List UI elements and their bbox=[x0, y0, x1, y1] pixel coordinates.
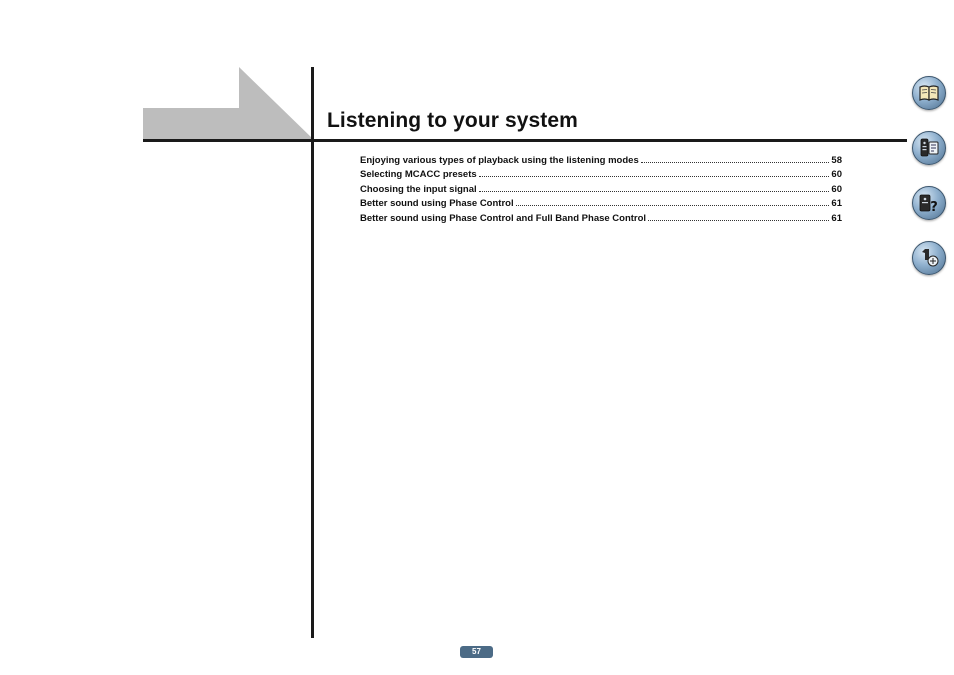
page-number-badge: 57 bbox=[460, 646, 493, 658]
remote-control-icon[interactable] bbox=[912, 131, 946, 165]
toc-entry-title: Better sound using Phase Control bbox=[360, 198, 514, 209]
toc-entry-title: Enjoying various types of playback using the listening modes bbox=[360, 154, 639, 166]
chapter-tab-arrow bbox=[143, 67, 313, 139]
horizontal-rule bbox=[143, 139, 907, 142]
book-icon[interactable] bbox=[912, 76, 946, 110]
help-icon[interactable] bbox=[912, 186, 946, 220]
toc-dot-leader bbox=[516, 204, 830, 206]
toc-entry[interactable] bbox=[360, 209, 842, 224]
toc-entry-page: 61 bbox=[831, 198, 842, 209]
index-icon[interactable] bbox=[912, 241, 946, 275]
toc-entry-title: Choosing the input signal bbox=[360, 183, 477, 195]
vertical-rule bbox=[311, 67, 314, 638]
toc-dot-leader bbox=[648, 219, 829, 221]
toc-entry-title: Selecting MCACC presets bbox=[360, 169, 477, 180]
toc-entry-page: 60 bbox=[831, 183, 842, 195]
chapter-title: Listening to your system bbox=[327, 109, 578, 132]
toc-entry[interactable] bbox=[360, 151, 842, 166]
svg-text:?: ? bbox=[930, 200, 938, 215]
toc-dot-leader bbox=[479, 190, 830, 192]
toc-entry-title: Better sound using Phase Control and Full Band Phase Control bbox=[360, 212, 647, 224]
toc-dot-leader bbox=[641, 161, 830, 163]
toc-dot-leader bbox=[479, 175, 830, 177]
toc-entry[interactable] bbox=[360, 166, 842, 181]
toc-entry[interactable] bbox=[360, 195, 842, 210]
toc-entry[interactable] bbox=[360, 180, 842, 195]
toc-entry-page: 58 bbox=[831, 154, 842, 166]
table-of-contents bbox=[360, 151, 842, 224]
toc-entry-page: 60 bbox=[831, 169, 842, 180]
toc-entry-page: 61 bbox=[831, 212, 842, 224]
